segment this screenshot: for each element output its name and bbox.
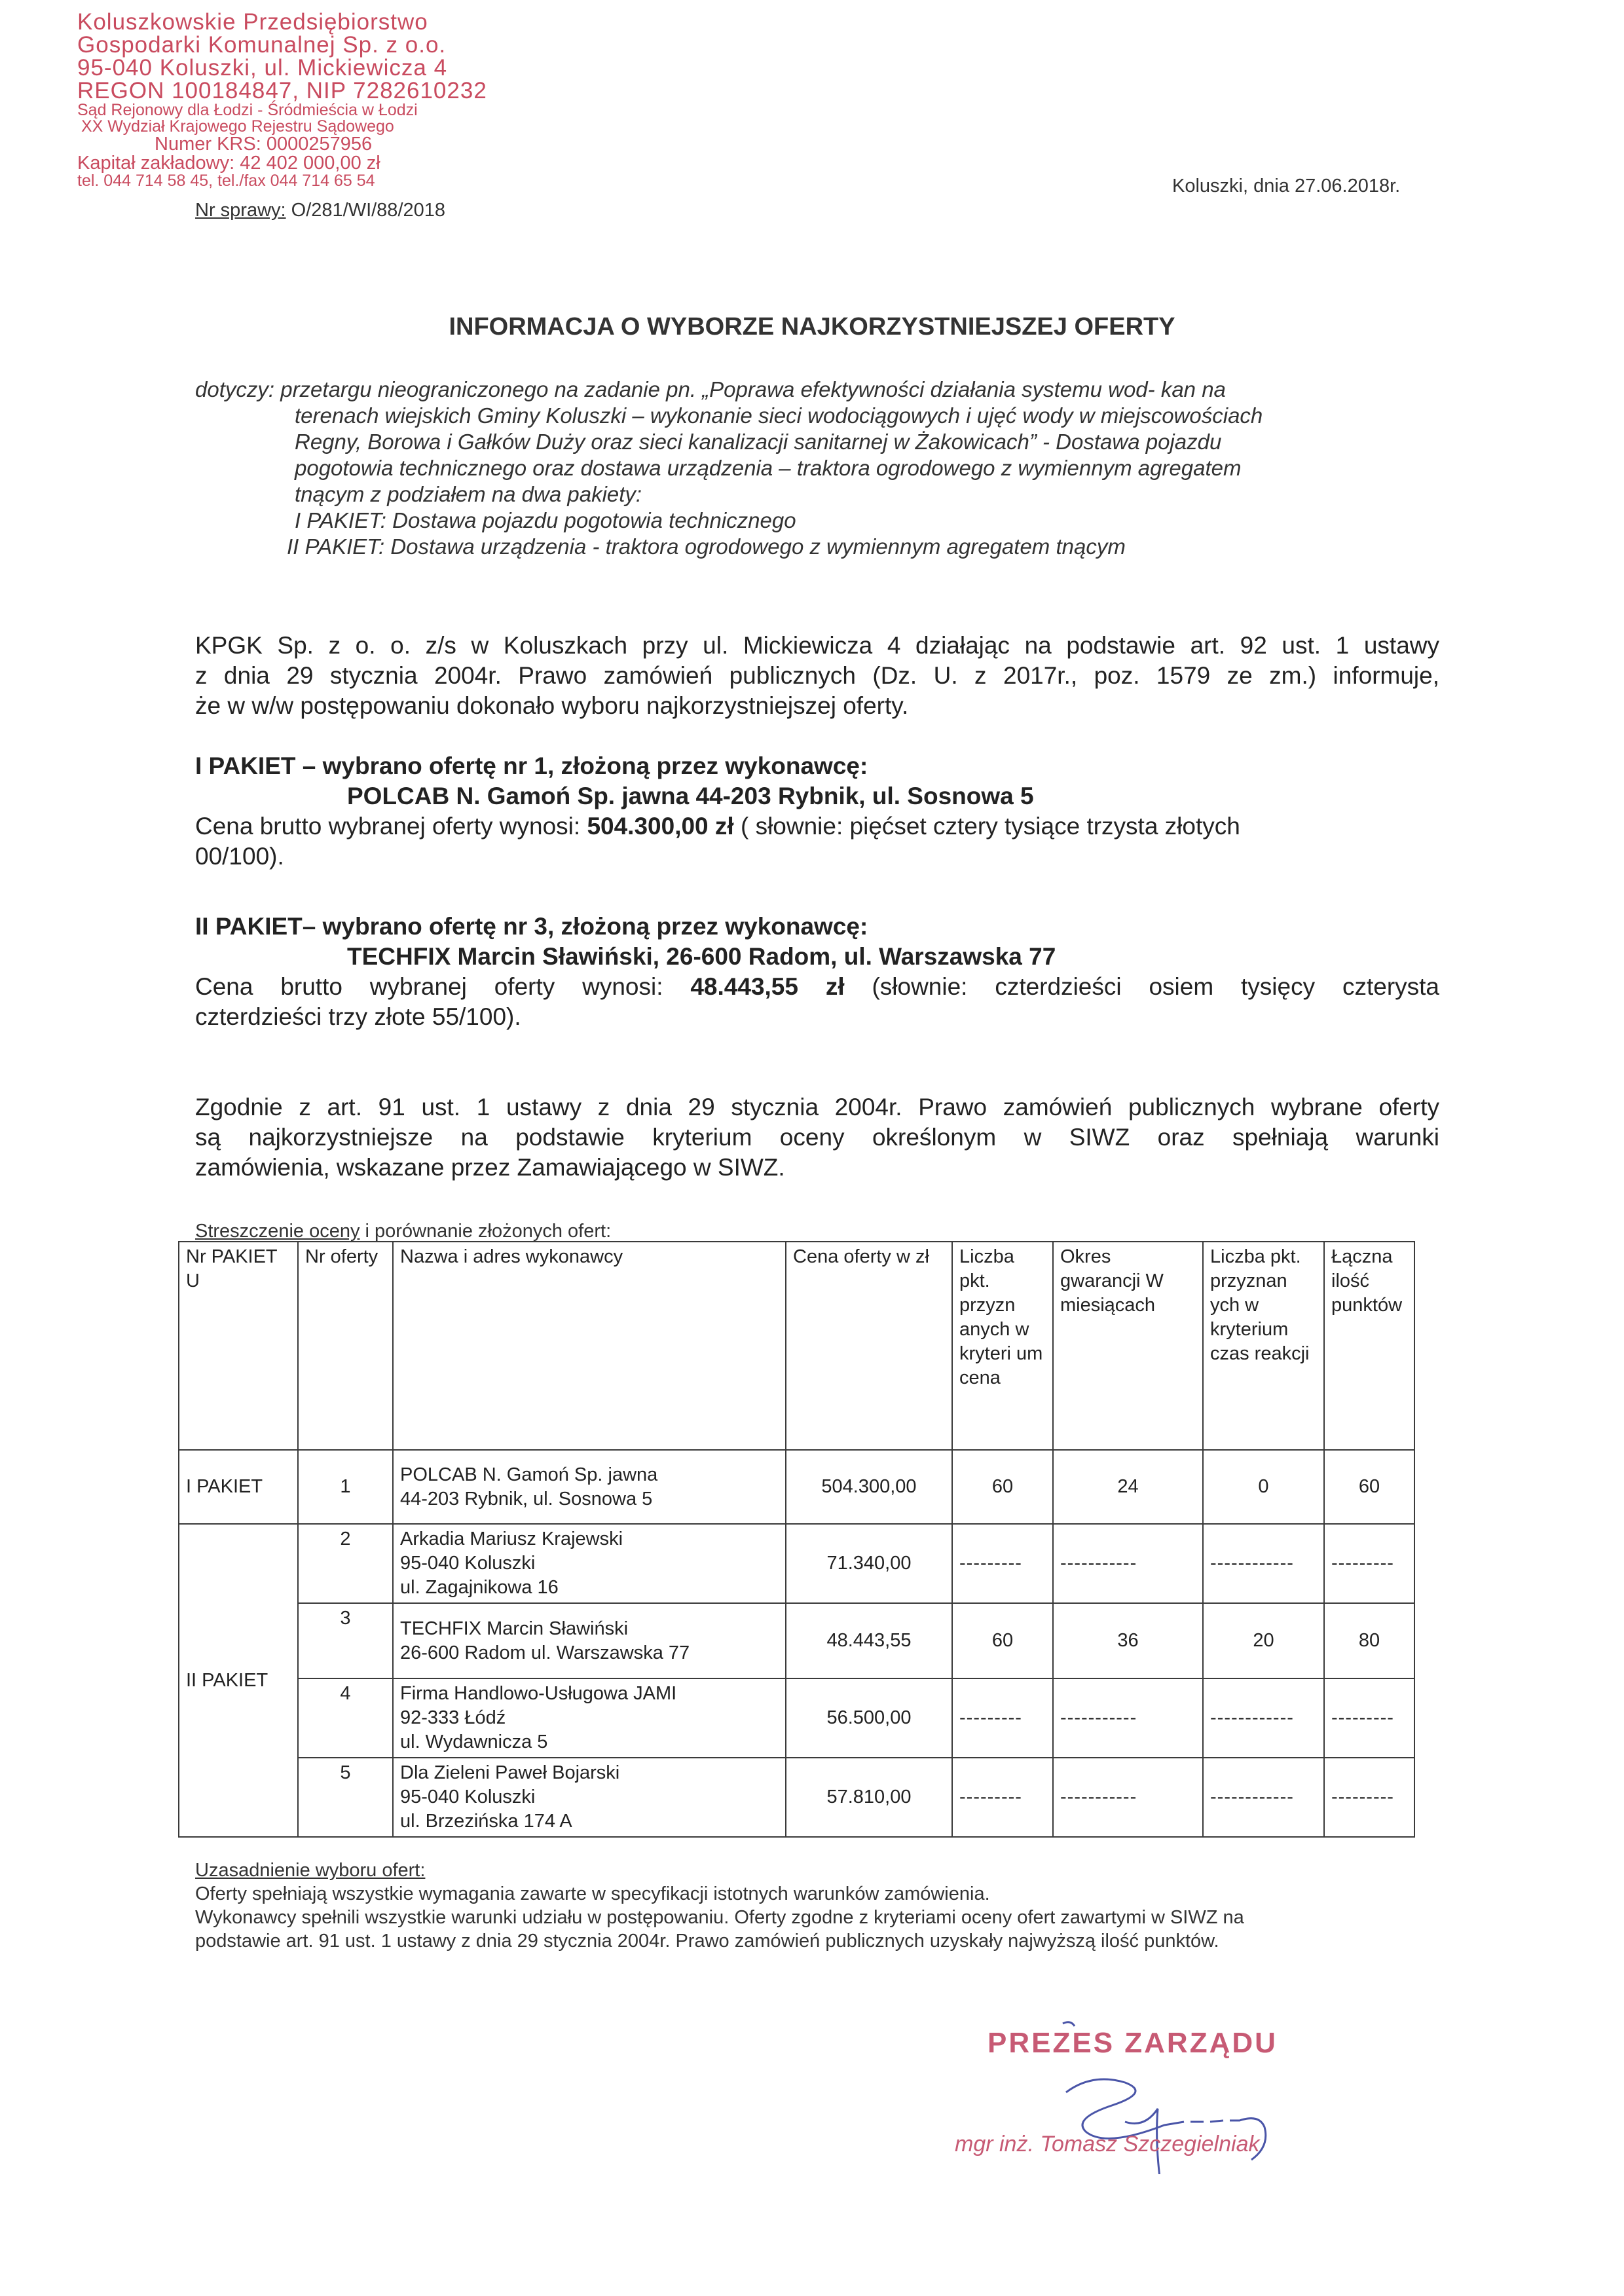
justification-line: Wykonawcy spełnili wszystkie warunki udziału w postępowaniu. Oferty zgodne z kryteriami oceny ofert zawartymi w SIWZ na — [195, 1907, 1244, 1928]
col-header-warranty: Okres gwarancji W miesiącach — [1053, 1242, 1203, 1450]
contractor-name: Arkadia Mariusz Krajewski — [400, 1528, 623, 1549]
price-cell: 71.340,00 — [786, 1524, 952, 1603]
place-date: Koluszki, dnia 27.06.2018r. — [1172, 176, 1401, 196]
offers-comparison-table — [178, 1241, 1415, 1838]
warranty-cell: ----------- — [1053, 1524, 1203, 1603]
case-number — [195, 200, 445, 221]
points-price-cell: --------- — [952, 1758, 1053, 1837]
table-header-row — [179, 1242, 1414, 1450]
intro-line: że w w/w postępowaniu dokonało wyboru najkorzystniejszej oferty. — [195, 692, 909, 719]
contractor-address: 95-040 Koluszki — [400, 1553, 536, 1574]
package-2-section — [195, 912, 1439, 1032]
total-cell: --------- — [1324, 1758, 1414, 1837]
stamp-line: Gospodarki Komunalnej Sp. z o.o. — [77, 32, 447, 58]
total-cell: --------- — [1324, 1524, 1414, 1603]
package-1-price-line — [195, 811, 1439, 842]
subject-line: terenach wiejskich Gminy Koluszki – wykonanie sieci wodociągowych i ujęć wody w miejscowościach — [295, 403, 1263, 428]
points-time-cell: ------------ — [1203, 1758, 1324, 1837]
package-2-price-cont: czterdzieści trzy złote 55/100). — [195, 1003, 521, 1030]
subject-line: pogotowia technicznego oraz dostawa urządzenia – traktora ogrodowego z wymiennym agregatem — [295, 456, 1242, 480]
contractor-street: ul. Wydawnicza 5 — [400, 1731, 548, 1752]
intro-line: z dnia 29 stycznia 2004r. Prawo zamówień publicznych (Dz. U. z 2017r., poz. 1579 ze zm.) informuje, — [195, 662, 1439, 689]
price-label: Cena brutto wybranej oferty wynosi: — [195, 973, 691, 1000]
package-1-contractor: POLCAB N. Gamoń Sp. jawna 44-203 Rybnik, ul. Sosnowa 5 — [347, 783, 1034, 809]
stamp-line: Numer KRS: 0000257956 — [155, 134, 373, 155]
col-header-name: Nazwa i adres wykonawcy — [393, 1242, 786, 1450]
justification-line: podstawie art. 91 ust. 1 ustawy z dnia 29 stycznia 2004r. Prawo zamówień publicznych uzyskały najwyższą ilość punktów. — [195, 1931, 1219, 1952]
offer-no-cell: 3 — [298, 1603, 393, 1678]
contractor-address: 95-040 Koluszki — [400, 1787, 536, 1807]
contractor-name: TECHFIX Marcin Sławiński — [400, 1618, 629, 1639]
stamp-line: 95-040 Koluszki, ul. Mickiewicza 4 — [77, 55, 448, 81]
col-header-total: Łączna ilość punktów — [1324, 1242, 1414, 1450]
conclusion-paragraph — [195, 1092, 1439, 1183]
stamp-line: REGON 100184847, NIP 7282610232 — [77, 78, 487, 103]
subject-package-1: I PAKIET: Dostawa pojazdu pogotowia technicznego — [295, 508, 796, 532]
table-row — [179, 1678, 1414, 1758]
points-price-cell: --------- — [952, 1678, 1053, 1758]
package-cell: I PAKIET — [179, 1450, 298, 1524]
contractor-name: Dla Zieleni Paweł Bojarski — [400, 1762, 620, 1783]
price-cell: 48.443,55 — [786, 1603, 952, 1678]
contractor-cell — [393, 1450, 786, 1524]
conclusion-line: zamówienia, wskazane przez Zamawiającego w SIWZ. — [195, 1154, 785, 1181]
contractor-street: ul. Brzezińska 174 A — [400, 1811, 572, 1832]
table-caption — [195, 1221, 611, 1242]
offer-no-cell: 1 — [298, 1450, 393, 1524]
contractor-cell — [393, 1678, 786, 1758]
signatory-name: mgr inż. Tomasz Szczegielniak — [955, 2132, 1260, 2157]
stamp-line: Sąd Rejonowy dla Łodzi - Śródmieścia w Łodzi — [77, 101, 418, 119]
package-1-heading: I PAKIET – wybrano ofertę nr 1, złożoną przez wykonawcę: — [195, 752, 868, 779]
table-row — [179, 1524, 1414, 1603]
points-price-cell: --------- — [952, 1524, 1053, 1603]
table-row — [179, 1758, 1414, 1837]
warranty-cell: 24 — [1053, 1450, 1203, 1524]
col-header-points-price: Liczba pkt. przyzn anych w kryteri um cena — [952, 1242, 1053, 1450]
offer-no-cell: 4 — [298, 1678, 393, 1758]
table-row — [179, 1450, 1414, 1524]
contractor-address: 44-203 Rybnik, ul. Sosnowa 5 — [400, 1488, 653, 1509]
table-caption-underlined: Streszczenie oceny — [195, 1221, 360, 1242]
subject-line: Regny, Borowa i Gałków Duży oraz sieci kanalizacji sanitarnej w Żakowicach” - Dostawa pojazdu — [295, 430, 1222, 454]
warranty-cell: 36 — [1053, 1603, 1203, 1678]
package-1-section — [195, 751, 1439, 872]
total-cell: 80 — [1324, 1603, 1414, 1678]
contractor-address: 26-600 Radom ul. Warszawska 77 — [400, 1642, 690, 1663]
intro-line: KPGK Sp. z o. o. z/s w Koluszkach przy ul. Mickiewicza 4 działając na podstawie art. 92 ust. 1 ustawy — [195, 632, 1439, 659]
contractor-name: Firma Handlowo-Usługowa JAMI — [400, 1683, 677, 1704]
price-words: ( słownie: pięćset cztery tysiące trzysta złotych — [733, 813, 1240, 840]
points-price-cell: 60 — [952, 1450, 1053, 1524]
col-header-points-time: Liczba pkt. przyznan ych w kryterium czas reakcji — [1203, 1242, 1324, 1450]
case-value: O/281/WI/88/2018 — [291, 200, 446, 221]
stamp-line: Kapitał zakładowy: 42 402 000,00 zł — [77, 153, 380, 174]
col-header-price: Cena oferty w zł — [786, 1242, 952, 1450]
subject-block — [195, 377, 1439, 560]
contractor-street: ul. Zagajnikowa 16 — [400, 1577, 559, 1598]
points-time-cell: ------------ — [1203, 1524, 1324, 1603]
points-price-cell: 60 — [952, 1603, 1053, 1678]
package-1-price: 504.300,00 zł — [587, 813, 734, 840]
subject-package-2: II PAKIET: Dostawa urządzenia - traktora ogrodowego z wymiennym agregatem tnącym — [287, 534, 1126, 559]
price-cell: 56.500,00 — [786, 1678, 952, 1758]
subject-line: tnącym z podziałem na dwa pakiety: — [295, 482, 642, 506]
case-label: Nr sprawy: — [195, 200, 286, 221]
stamp-line: Koluszkowskie Przedsiębiorstwo — [77, 9, 428, 35]
points-time-cell: 0 — [1203, 1450, 1324, 1524]
points-time-cell: ------------ — [1203, 1678, 1324, 1758]
price-cell: 504.300,00 — [786, 1450, 952, 1524]
offer-no-cell: 2 — [298, 1524, 393, 1603]
offer-no-cell: 5 — [298, 1758, 393, 1837]
contractor-name: POLCAB N. Gamoń Sp. jawna — [400, 1464, 658, 1485]
price-label: Cena brutto wybranej oferty wynosi: — [195, 813, 587, 840]
price-cell: 57.810,00 — [786, 1758, 952, 1837]
stamp-line: XX Wydział Krajowego Rejestru Sądowego — [81, 117, 394, 136]
package-2-contractor: TECHFIX Marcin Sławiński, 26-600 Radom, ul. Warszawska 77 — [347, 943, 1056, 970]
stamp-line: tel. 044 714 58 45, tel./fax 044 714 65 54 — [77, 172, 375, 190]
intro-paragraph — [195, 631, 1439, 721]
package-2-price-line — [195, 972, 1439, 1002]
contractor-address: 92-333 Łódź — [400, 1707, 506, 1728]
contractor-cell — [393, 1758, 786, 1837]
warranty-cell: ----------- — [1053, 1678, 1203, 1758]
warranty-cell: ----------- — [1053, 1758, 1203, 1837]
total-cell: --------- — [1324, 1678, 1414, 1758]
table-caption-rest: i porównanie złożonych ofert: — [360, 1221, 612, 1242]
contractor-cell — [393, 1603, 786, 1678]
justification-section — [195, 1859, 1439, 1953]
total-cell: 60 — [1324, 1450, 1414, 1524]
conclusion-line: są najkorzystniejsze na podstawie kryterium oceny określonym w SIWZ oraz spełniają warunki — [195, 1124, 1439, 1151]
col-header-package: Nr PAKIET U — [179, 1242, 298, 1450]
conclusion-line: Zgodnie z art. 91 ust. 1 ustawy z dnia 29 stycznia 2004r. Prawo zamówień publicznych wybrane oferty — [195, 1094, 1439, 1120]
signature-stamp-title: PREZES ZARZĄDU — [987, 2027, 1278, 2059]
package-2-heading: II PAKIET– wybrano ofertę nr 3, złożoną przez wykonawcę: — [195, 913, 868, 940]
package-cell: II PAKIET — [179, 1524, 298, 1837]
points-time-cell: 20 — [1203, 1603, 1324, 1678]
col-header-offer-no: Nr oferty — [298, 1242, 393, 1450]
contractor-cell — [393, 1524, 786, 1603]
price-words: (słownie: czterdzieści osiem tysięcy czterysta — [844, 973, 1439, 1000]
document-title: INFORMACJA O WYBORZE NAJKORZYSTNIEJSZEJ OFERTY — [449, 313, 1175, 341]
subject-line: dotyczy: przetargu nieograniczonego na zadanie pn. „Poprawa efektywności działania systemu wod- kan na — [195, 377, 1226, 401]
justification-heading: Uzasadnienie wyboru ofert: — [195, 1860, 426, 1881]
table-row — [179, 1603, 1414, 1678]
package-2-price: 48.443,55 zł — [690, 973, 845, 1000]
company-stamp — [77, 10, 536, 189]
justification-line: Oferty spełniają wszystkie wymagania zawarte w specyfikacji istotnych warunków zamówienia. — [195, 1883, 990, 1904]
package-1-price-cont: 00/100). — [195, 843, 284, 870]
